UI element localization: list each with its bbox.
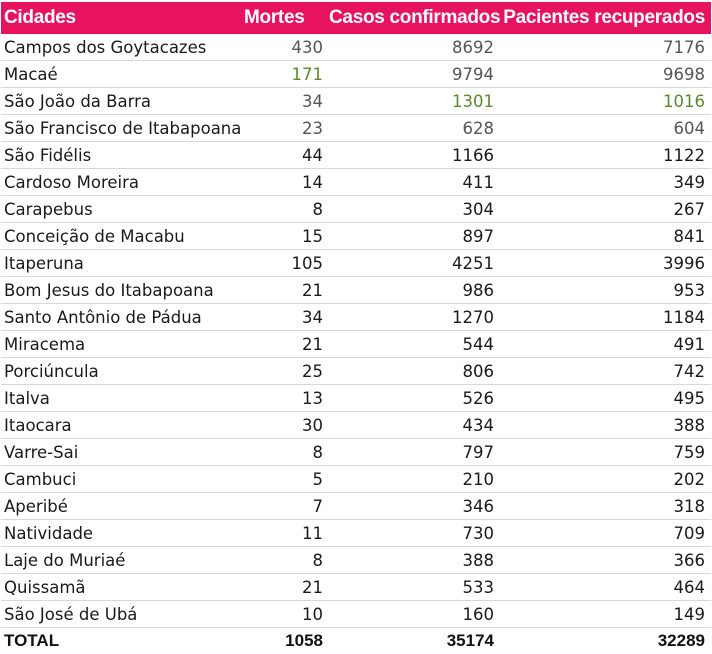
row-deaths: 13 xyxy=(241,385,326,412)
table-row xyxy=(1,385,711,412)
header-row xyxy=(1,2,711,34)
row-recovered: 495 xyxy=(498,385,711,412)
table-row xyxy=(1,304,711,331)
row-recovered: 267 xyxy=(498,196,711,223)
row-confirmed-cases: 9794 xyxy=(326,61,498,88)
table-row xyxy=(1,115,711,142)
row-recovered: 491 xyxy=(498,331,711,358)
row-recovered: 1016 xyxy=(498,88,711,115)
row-confirmed-cases: 897 xyxy=(326,223,498,250)
table-row xyxy=(1,412,711,439)
row-deaths: 8 xyxy=(241,196,326,223)
table-row xyxy=(1,493,711,520)
row-deaths: 5 xyxy=(241,466,326,493)
row-city: São João da Barra xyxy=(1,88,241,115)
table-row xyxy=(1,439,711,466)
row-city: Macaé xyxy=(1,61,241,88)
row-confirmed-cases: 533 xyxy=(326,574,498,601)
row-confirmed-cases: 544 xyxy=(326,331,498,358)
row-city: Quissamã xyxy=(1,574,241,601)
row-deaths: 21 xyxy=(241,277,326,304)
row-deaths: 21 xyxy=(241,331,326,358)
row-confirmed-cases: 304 xyxy=(326,196,498,223)
row-confirmed-cases: 806 xyxy=(326,358,498,385)
row-city: São Fidélis xyxy=(1,142,241,169)
row-deaths: 44 xyxy=(241,142,326,169)
table-body xyxy=(1,34,711,628)
table-row xyxy=(1,466,711,493)
row-deaths: 15 xyxy=(241,223,326,250)
row-deaths: 25 xyxy=(241,358,326,385)
row-recovered: 464 xyxy=(498,574,711,601)
row-recovered: 742 xyxy=(498,358,711,385)
row-city: Varre-Sai xyxy=(1,439,241,466)
row-deaths: 34 xyxy=(241,88,326,115)
table-row xyxy=(1,169,711,196)
row-city: Natividade xyxy=(1,520,241,547)
total-deaths: 1058 xyxy=(241,628,326,654)
row-confirmed-cases: 1166 xyxy=(326,142,498,169)
row-city: Cambuci xyxy=(1,466,241,493)
row-recovered: 349 xyxy=(498,169,711,196)
row-deaths: 34 xyxy=(241,304,326,331)
row-city: Santo Antônio de Pádua xyxy=(1,304,241,331)
row-city: Laje do Muriaé xyxy=(1,547,241,574)
row-confirmed-cases: 797 xyxy=(326,439,498,466)
row-recovered: 3996 xyxy=(498,250,711,277)
row-confirmed-cases: 4251 xyxy=(326,250,498,277)
table-row xyxy=(1,277,711,304)
row-city: Porciúncula xyxy=(1,358,241,385)
row-recovered: 604 xyxy=(498,115,711,142)
total-row xyxy=(1,628,711,654)
total-recovered: 32289 xyxy=(498,628,711,654)
table-row xyxy=(1,88,711,115)
row-confirmed-cases: 434 xyxy=(326,412,498,439)
row-recovered: 149 xyxy=(498,601,711,628)
row-confirmed-cases: 346 xyxy=(326,493,498,520)
table-row xyxy=(1,196,711,223)
row-deaths: 21 xyxy=(241,574,326,601)
covid-cases-table xyxy=(1,2,711,654)
table-row xyxy=(1,331,711,358)
row-confirmed-cases: 411 xyxy=(326,169,498,196)
row-city: Conceição de Macabu xyxy=(1,223,241,250)
row-confirmed-cases: 986 xyxy=(326,277,498,304)
row-deaths: 8 xyxy=(241,547,326,574)
row-deaths: 105 xyxy=(241,250,326,277)
row-city: São Francisco de Itabapoana xyxy=(1,115,241,142)
header-confirmed-cases: Casos confirmados xyxy=(326,2,498,34)
row-city: Itaperuna xyxy=(1,250,241,277)
row-city: Miracema xyxy=(1,331,241,358)
row-deaths: 30 xyxy=(241,412,326,439)
row-deaths: 7 xyxy=(241,493,326,520)
row-recovered: 366 xyxy=(498,547,711,574)
row-recovered: 318 xyxy=(498,493,711,520)
row-city: Campos dos Goytacazes xyxy=(1,34,241,61)
table-row xyxy=(1,142,711,169)
row-recovered: 709 xyxy=(498,520,711,547)
row-recovered: 1122 xyxy=(498,142,711,169)
row-confirmed-cases: 628 xyxy=(326,115,498,142)
table-row xyxy=(1,520,711,547)
row-confirmed-cases: 730 xyxy=(326,520,498,547)
row-confirmed-cases: 526 xyxy=(326,385,498,412)
table-row xyxy=(1,223,711,250)
row-city: Itaocara xyxy=(1,412,241,439)
header-recovered-patients: Pacientes recuperados xyxy=(498,2,711,34)
row-confirmed-cases: 8692 xyxy=(326,34,498,61)
row-confirmed-cases: 210 xyxy=(326,466,498,493)
row-recovered: 202 xyxy=(498,466,711,493)
row-deaths: 10 xyxy=(241,601,326,628)
table-row xyxy=(1,574,711,601)
table-row xyxy=(1,34,711,61)
row-city: Aperibé xyxy=(1,493,241,520)
row-recovered: 7176 xyxy=(498,34,711,61)
row-recovered: 759 xyxy=(498,439,711,466)
row-city: Italva xyxy=(1,385,241,412)
row-confirmed-cases: 160 xyxy=(326,601,498,628)
row-deaths: 11 xyxy=(241,520,326,547)
row-recovered: 9698 xyxy=(498,61,711,88)
row-deaths: 8 xyxy=(241,439,326,466)
row-recovered: 388 xyxy=(498,412,711,439)
total-confirmed-cases: 35174 xyxy=(326,628,498,654)
table-row xyxy=(1,601,711,628)
row-city: Carapebus xyxy=(1,196,241,223)
table-header xyxy=(1,2,711,34)
row-city: Bom Jesus do Itabapoana xyxy=(1,277,241,304)
table-row xyxy=(1,547,711,574)
row-deaths: 23 xyxy=(241,115,326,142)
row-deaths: 430 xyxy=(241,34,326,61)
table-row xyxy=(1,61,711,88)
row-city: São José de Ubá xyxy=(1,601,241,628)
table-footer xyxy=(1,628,711,654)
table-row xyxy=(1,358,711,385)
header-deaths: Mortes xyxy=(241,2,326,34)
row-deaths: 171 xyxy=(241,61,326,88)
row-confirmed-cases: 1270 xyxy=(326,304,498,331)
row-recovered: 841 xyxy=(498,223,711,250)
row-recovered: 1184 xyxy=(498,304,711,331)
row-confirmed-cases: 1301 xyxy=(326,88,498,115)
header-city: Cidades xyxy=(1,2,241,34)
row-city: Cardoso Moreira xyxy=(1,169,241,196)
table-row xyxy=(1,250,711,277)
total-label: TOTAL xyxy=(1,628,241,654)
row-confirmed-cases: 388 xyxy=(326,547,498,574)
row-recovered: 953 xyxy=(498,277,711,304)
row-deaths: 14 xyxy=(241,169,326,196)
